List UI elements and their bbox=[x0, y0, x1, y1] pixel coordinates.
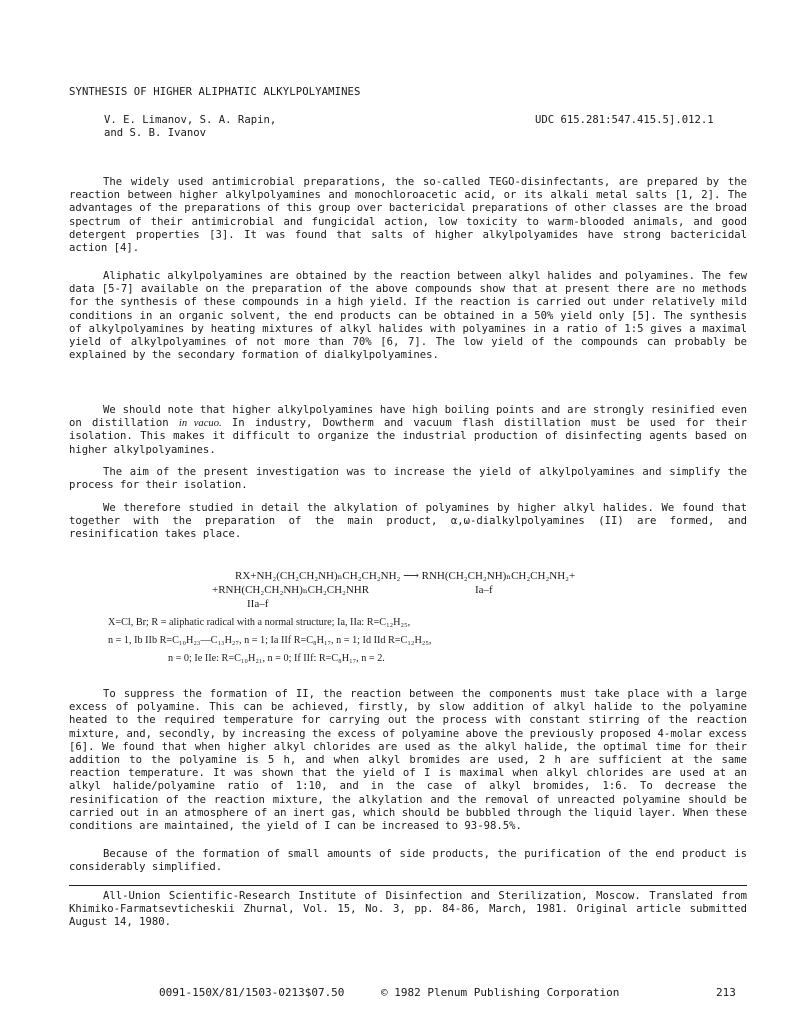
scheme-line-2-row bbox=[212, 583, 575, 597]
product-label-II: IIa–f bbox=[247, 598, 269, 610]
paragraph-2: Aliphatic alkylpolyamines are obtained by the reaction between alkyl halides and polyamines. The few data [5-7] available on the preparation of the above compounds show that at present there are no methods for the synthesis of these compounds in a high yield. If the reaction is carried out under relatively mild conditions in an organic solvent, the end products can be obtained in a 50% yield only [5]. The synthesis of alkylpolyamines by heating mixtures of alkyl halides with polyamines in a ratio of 1:5 gives a maximal yield of alkylpolyamines of not more than 70% [6, 7]. The low yield of the compounds can probably be explained by the secondary formation of dialkylpolyamines. bbox=[69, 270, 747, 362]
paragraph-6: To suppress the formation of II, the reaction between the components must take place with a large excess of polyamine. This can be achieved, firstly, by slow addition of alkyl halide to the polyamine heated to the required temperature for carrying out the process with constant stirring of the reaction mixture, and, secondly, by increasing the excess of polyamine above the previously proposed 4-molar excess [6]. We found that when higher alkyl chlorides are used as the alkyl halide, the optimal time for their addition to the polyamine is 5 h, and when alkyl bromides are used, 2 h are sufficient at the same reaction temperature. It was shown that the yield of I is maximal when alkyl chlorides are used at an alkyl halide/polyamine ratio of 1:10, and in the case of alkyl bromides, 1:6. To decrease the resinification of the reaction mixture, the alkylation and the removal of unreacted polyamine should be carried out in an atmosphere of an inert gas, which should be bubbled through the liquid layer. When these conditions are maintained, the yield of I can be increased to 93-98.5%. bbox=[69, 688, 747, 833]
udc-code: UDC 615.281:547.415.5].012.1 bbox=[535, 114, 714, 126]
copyright-notice: © 1982 Plenum Publishing Corporation bbox=[381, 986, 620, 999]
definition-line-2: n = 1, Ib IIb R=C₁₀H₂₃—C₁₃H₂₇, n = 1; Ia IIf R=C₈H₁₇, n = 1; Id IId R=C₁₂H₂₅, bbox=[108, 635, 432, 646]
paragraph-3-text-b: In industry, Dowtherm and vacuum flash distillation must be used for their isolation. This makes it difficult to organize the industrial production of disinfecting agents based on higher alkylpolyamines. bbox=[69, 417, 747, 456]
author-line-1: V. E. Limanov, S. A. Rapin, bbox=[104, 114, 277, 126]
scheme-definitions bbox=[108, 614, 748, 668]
product-label-I: Ia–f bbox=[475, 584, 493, 596]
author-list bbox=[104, 114, 364, 140]
article-title: SYNTHESIS OF HIGHER ALIPHATIC ALKYLPOLYAMINES bbox=[69, 86, 361, 98]
paragraph-5: We therefore studied in detail the alkylation of polyamines by higher alkyl halides. We found that together with the preparation of the main product, α,ω-dialkylpolyamines (II) are formed, and resinification takes place. bbox=[69, 502, 747, 541]
definition-line-3: n = 0; Ie IIe: R=C₁₀H₂₁, n = 0; If IIf: R=C₈H₁₇, n = 2. bbox=[168, 653, 385, 664]
scheme-line-2: +RNH(CH₂CH₂NH)ₙCH₂CH₂NHR bbox=[212, 584, 370, 596]
page-number: 213 bbox=[716, 986, 736, 999]
reaction-scheme bbox=[212, 569, 576, 611]
paragraph-3 bbox=[69, 404, 747, 457]
author-line-2: and S. B. Ivanov bbox=[104, 127, 207, 140]
affiliation-footnote: All-Union Scientific-Research Institute of Disinfection and Sterilization, Moscow. Translated from Khimiko-Farmatsevticheskii Zhurnal, Vol. 15, No. 3, pp. 84-86, March, 1981. Original article submitted August 14, 1980. bbox=[69, 890, 747, 929]
definition-line-1: X=Cl, Br; R = aliphatic radical with a normal structure; Ia, IIa: R=C₁₂H₂₅, bbox=[108, 617, 411, 628]
paragraph-4: The aim of the present investigation was to increase the yield of alkylpolyamines and simplify the process for their isolation. bbox=[69, 466, 747, 492]
paragraph-3-text-a: We should note that higher alkylpolyamines have high boiling points and are strongly resinified even on distillation bbox=[69, 404, 747, 430]
scheme-line-1: RX+NH₂(CH₂CH₂NH)ₙCH₂CH₂NH₂ ⟶ RNH(CH₂CH₂NH)ₙCH₂CH₂NH₂+ bbox=[235, 570, 576, 582]
paragraph-1: The widely used antimicrobial preparations, the so-called TEGO-disinfectants, are prepared by the reaction between higher alkylpolyamines and monochloroacetic acid, or its alkali metal salts [1, 2]. The advantages of the preparations of this group over bactericidal preparations of other classes are the broad spectrum of their antimicrobial and fungicidal action, low toxicity to warm-blooded animals, and good detergent properties [3]. It was found that salts of higher alkylpolyamides have strong bactericidal action [4]. bbox=[69, 176, 747, 255]
in-vacuo-term: in vacuo. bbox=[178, 418, 222, 430]
paragraph-7: Because of the formation of small amounts of side products, the purification of the end product is considerably simplified. bbox=[69, 848, 747, 874]
footnote-divider bbox=[69, 885, 747, 886]
journal-code: 0091-150X/81/1503-0213$07.50 bbox=[159, 986, 345, 999]
